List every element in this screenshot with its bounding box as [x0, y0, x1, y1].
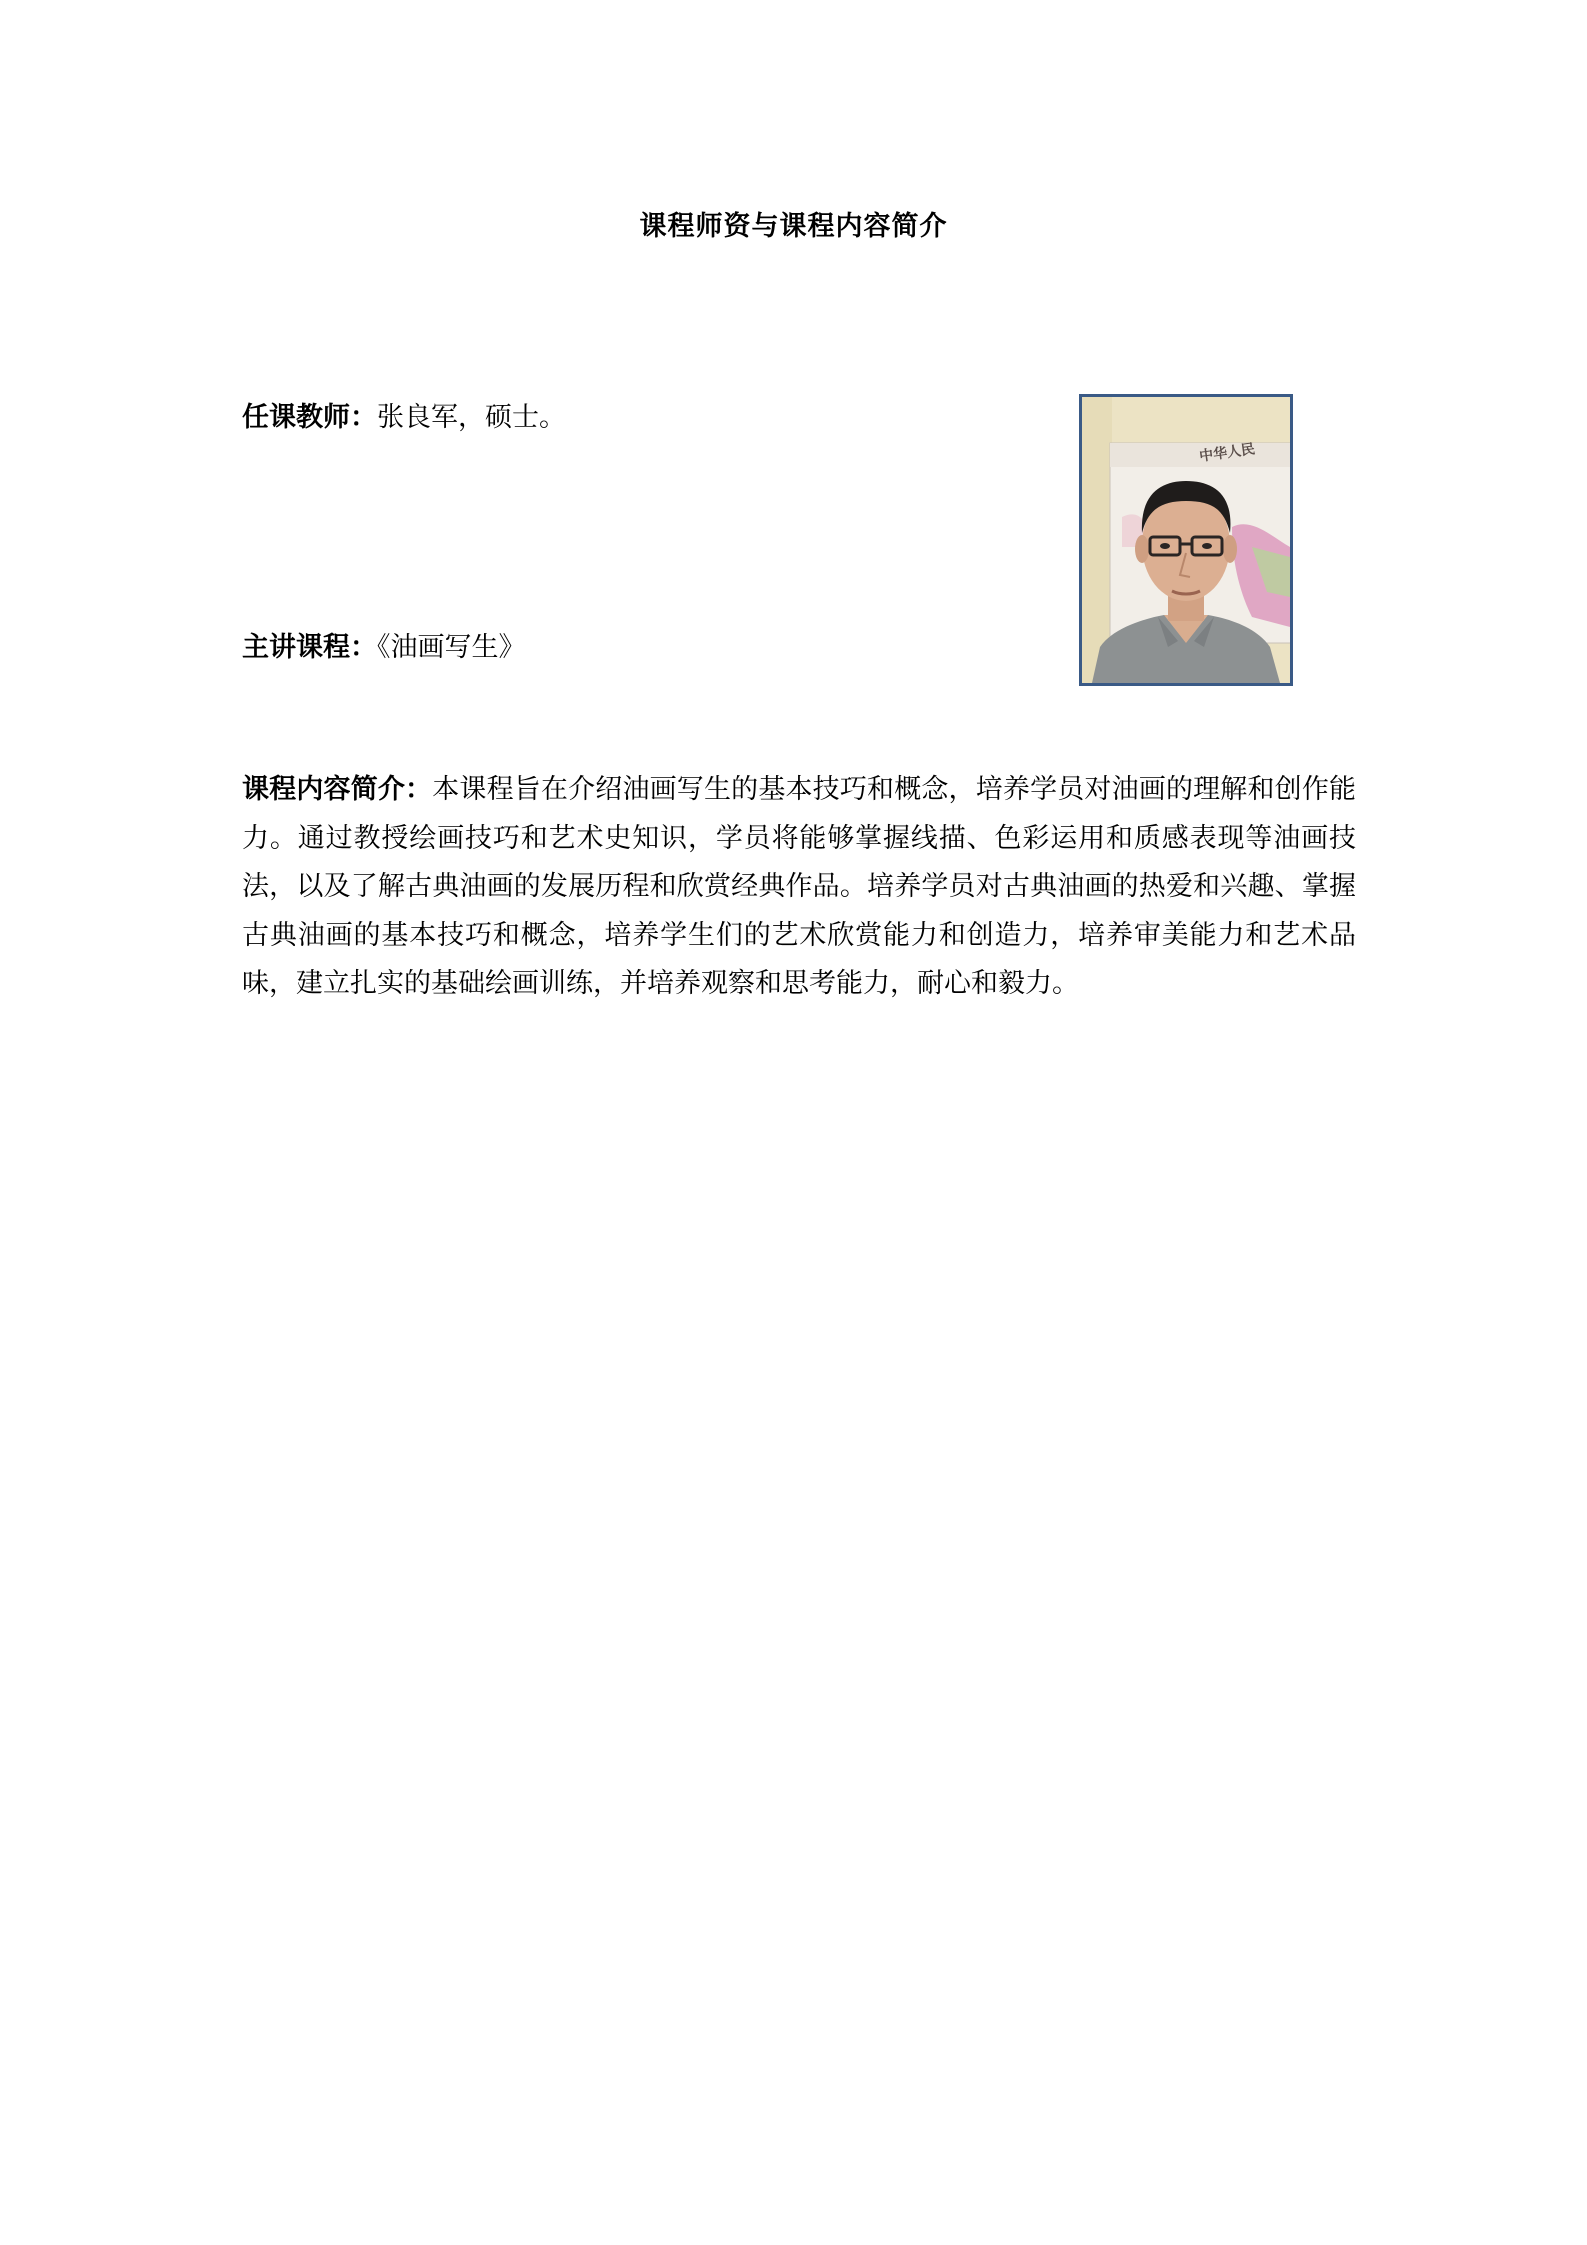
course-label: 主讲课程：: [242, 632, 377, 663]
teacher-label: 任课教师：: [242, 402, 377, 433]
page-title: 课程师资与课程内容简介: [639, 211, 948, 242]
course-line: [242, 626, 526, 670]
intro-text: 本课程旨在介绍油画写生的基本技巧和概念，培养学员对油画的理解和创作能力。通过教授绘画技巧和艺术史知识，学员将能够掌握线描、色彩运用和质感表现等油画技法，以及了解古典油画的发展历程和欣赏经典作品。培养学员对古典油画的热爱和兴趣、掌握古典油画的基本技巧和概念，培养学生们的艺术欣赏能力和创造力，培养审美能力和艺术品味，建立扎实的基础绘画训练，并培养观察和思考能力，耐心和毅力。: [242, 774, 1357, 999]
teacher-value: 张良军，硕士。: [377, 402, 566, 433]
course-value: 《油画写生》: [377, 632, 526, 663]
map-caption: 中华人民: [1198, 441, 1257, 465]
portrait-illustration: [1082, 397, 1290, 683]
teacher-line: [242, 396, 566, 440]
teacher-photo: [1079, 394, 1293, 686]
course-intro: [242, 766, 1356, 1009]
intro-label: 课程内容简介：: [242, 774, 433, 805]
